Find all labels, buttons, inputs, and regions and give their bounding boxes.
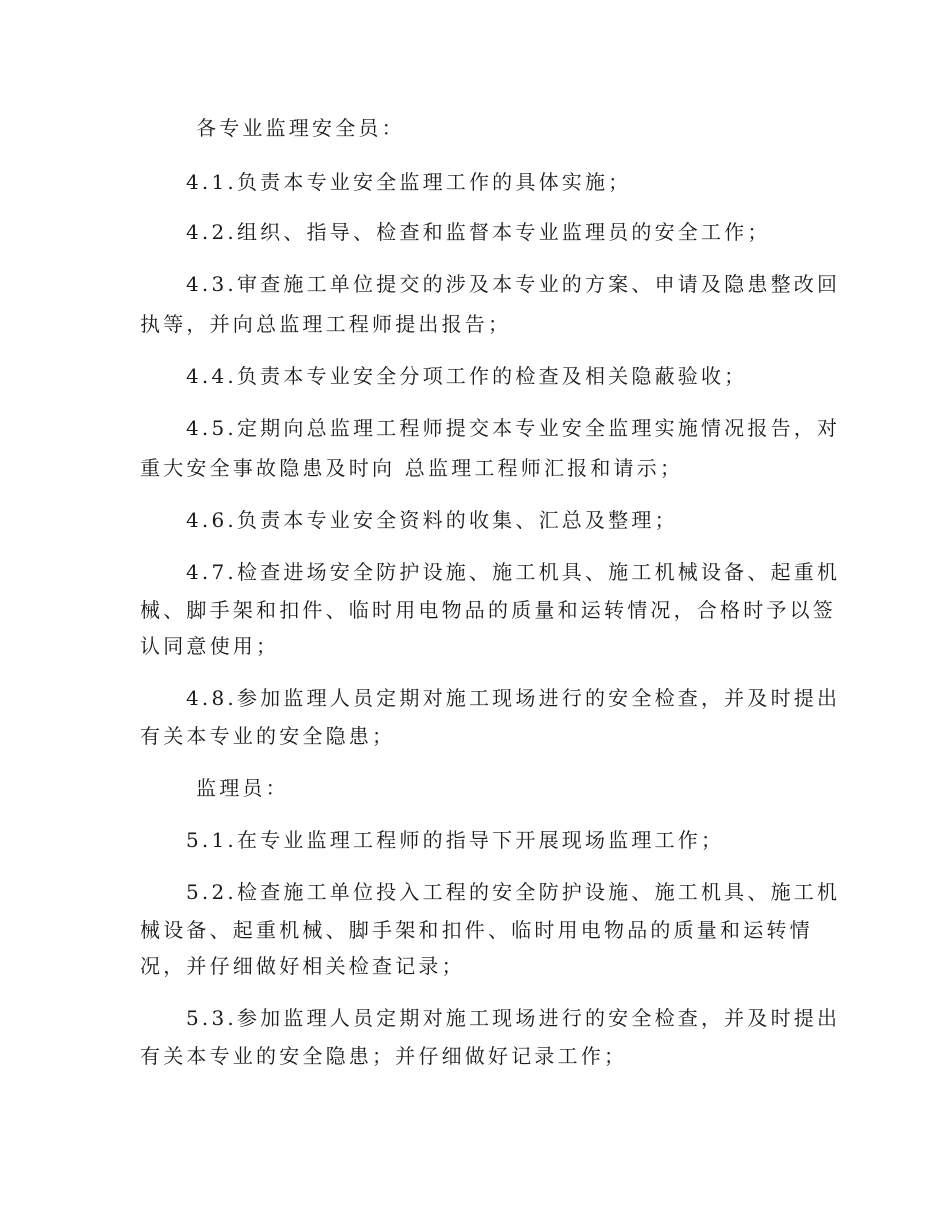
clause-continuation: 况，并仔细做好相关检查记录； <box>140 954 465 978</box>
clause-line: 4.1.负责本专业安全监理工作的具体实施； <box>186 170 632 194</box>
clause-line: 4.6.负责本专业安全资料的收集、汇总及整理； <box>186 508 678 532</box>
clause-continuation: 重大安全事故隐患及时向 总监理工程师汇报和请示； <box>140 456 684 480</box>
clause-line: 4.8.参加监理人员定期对施工现场进行的安全检查，并及时提出 <box>186 686 841 710</box>
clause-line: 4.4.负责本专业安全分项工作的检查及相关隐蔽验收； <box>186 364 748 388</box>
clause-continuation: 认同意使用； <box>140 634 280 658</box>
clause-line: 5.2.检查施工单位投入工程的安全防护设施、施工机具、施工机 <box>186 880 841 904</box>
clause-continuation: 械设备、起重机械、脚手架和扣件、临时用电物品的质量和运转情 <box>140 918 813 942</box>
clause-line: 4.3.审查施工单位提交的涉及本专业的方案、申请及隐患整改回 <box>186 272 841 296</box>
clause-line: 4.2.组织、指导、检查和监督本专业监理员的安全工作； <box>186 220 771 244</box>
section-heading: 监理员： <box>196 776 289 800</box>
clause-line: 5.1.在专业监理工程师的指导下开展现场监理工作； <box>186 828 725 852</box>
clause-continuation: 有关本专业的安全隐患； <box>140 724 396 748</box>
clause-continuation: 械、脚手架和扣件、临时用电物品的质量和运转情况，合格时予以签 <box>140 598 836 622</box>
clause-continuation: 有关本专业的安全隐患；并仔细做好记录工作； <box>140 1044 628 1068</box>
clause-continuation: 执等，并向总监理工程师提出报告； <box>140 312 512 336</box>
clause-line: 4.7.检查进场安全防护设施、施工机具、施工机械设备、起重机 <box>186 560 841 584</box>
clause-line: 4.5.定期向总监理工程师提交本专业安全监理实施情况报告，对 <box>186 416 841 440</box>
clause-line: 5.3.参加监理人员定期对施工现场进行的安全检查，并及时提出 <box>186 1006 841 1030</box>
section-heading: 各专业监理安全员： <box>196 116 405 140</box>
